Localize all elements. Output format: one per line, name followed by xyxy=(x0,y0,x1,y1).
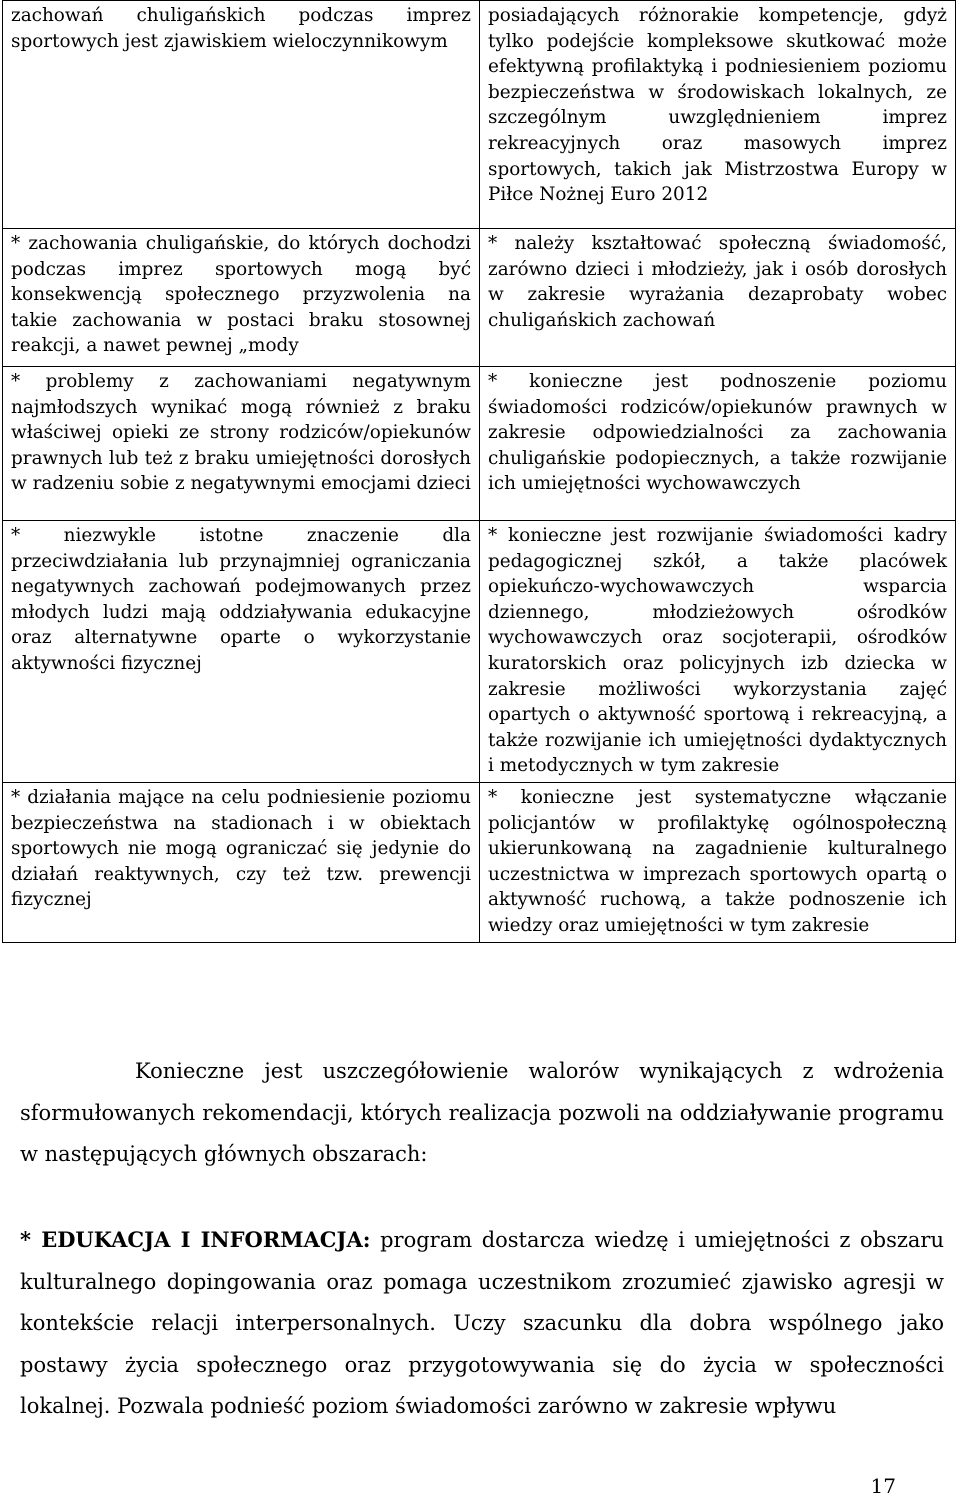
page-number: 17 xyxy=(870,1474,896,1498)
table-row xyxy=(3,1,956,229)
table-row xyxy=(3,229,956,367)
table-cell-recommendation: * konieczne jest rozwijanie świadomości kadry pedagogicznej szkół, a także placówek opiekuńczo-wychowawczych wsparcia dziennego, młodzieżowych ośrodków wychowawczych oraz socjoterapii, ośrodków kuratorskich oraz policyjnych izb dziecka w zakresie możliwości wykorzystania zajęć opartych o aktywność sportową i rekreacyjną, a także rozwijanie ich umiejętności dydaktycznych i metodycznych w tym zakresie xyxy=(480,521,956,783)
table-cell-recommendation: posiadających różnorakie kompetencje, gdyż tylko podejście kompleksowe skutkować może efektywną profilaktyką i podniesieniem poziomu bezpieczeństwa w środowiskach lokalnych, ze szczególnym uwzględnieniem imprez rekreacyjnych oraz masowych imprez sportowych, takich jak Mistrzostwa Europy w Piłce Nożnej Euro 2012 xyxy=(480,1,956,229)
education-heading: * EDUKACJA I INFORMACJA: xyxy=(20,1227,371,1252)
table-row xyxy=(3,367,956,521)
recommendations-table xyxy=(2,0,956,943)
table-cell-diagnosis: * niezwykle istotne znaczenie dla przeciwdziałania lub przynajmniej ograniczania negatywnych zachowań podejmowanych przez młodych ludzi mają oddziaływania edukacyjne oraz alternatywne oparte o wykorzystanie aktywności fizycznej xyxy=(3,521,480,783)
table-cell-recommendation: * konieczne jest systematyczne włączanie policjantów w profilaktykę ogólnospołeczną ukierunkowaną na zagadnienie kulturalnego uczestnictwa w imprezach sportowych opartą o aktywność ruchową, a także podnoszenie ich wiedzy oraz umiejętności w tym zakresie xyxy=(480,782,956,942)
table-cell-diagnosis: * problemy z zachowaniami negatywnym najmłodszych wynikać mogą również z braku właściwej opieki ze strony rodziców/opiekunów prawnych lub też z braku umiejętności dorosłych w radzeniu sobie z negatywnymi emocjami dzieci xyxy=(3,367,480,521)
table-cell-diagnosis: * zachowania chuligańskie, do których dochodzi podczas imprez sportowych mogą być konsekwencją społecznego przyzwolenia na takie zachowania w postaci braku stosownej reakcji, a nawet pewnej „mody xyxy=(3,229,480,367)
table-cell-diagnosis: * działania mające na celu podniesienie poziomu bezpieczeństwa na stadionach i w obiektach sportowych nie mogą ograniczać się jedynie do działań reaktywnych, czy też tzw. prewencji fizycznej xyxy=(3,782,480,942)
education-paragraph xyxy=(20,1219,944,1428)
education-text: program dostarcza wiedzę i umiejętności z obszaru kulturalnego dopingowania oraz pomaga uczestnikom zrozumieć zjawisko agresji w kontekście relacji interpersonalnych. Uczy szacunku dla dobra wspólnego jako postawy życia społecznego oraz przygotowywania się do życia w społeczności lokalnej. Pozwala podnieść poziom świadomości zarówno w zakresie wpływu xyxy=(20,1228,944,1418)
table-cell-recommendation: * należy kształtować społeczną świadomość, zarówno dzieci i młodzieży, jak i osób dorosłych w zakresie wyrażania dezaprobaty wobec chuligańskich zachowań xyxy=(480,229,956,367)
intro-paragraph: Konieczne jest uszczegółowienie walorów wynikających z wdrożenia sformułowanych rekomendacji, których realizacja pozwoli na oddziaływanie programu w następujących głównych obszarach: xyxy=(20,1059,944,1166)
table-row xyxy=(3,521,956,783)
table-row xyxy=(3,782,956,942)
table-cell-recommendation: * konieczne jest podnoszenie poziomu świadomości rodziców/opiekunów prawnych w zakresie odpowiedzialności za zachowania chuligańskie podopiecznych, a także rozwijanie ich umiejętności wychowawczych xyxy=(480,367,956,521)
table-cell-diagnosis: zachowań chuligańskich podczas imprez sportowych jest zjawiskiem wieloczynnikowym xyxy=(3,1,480,229)
